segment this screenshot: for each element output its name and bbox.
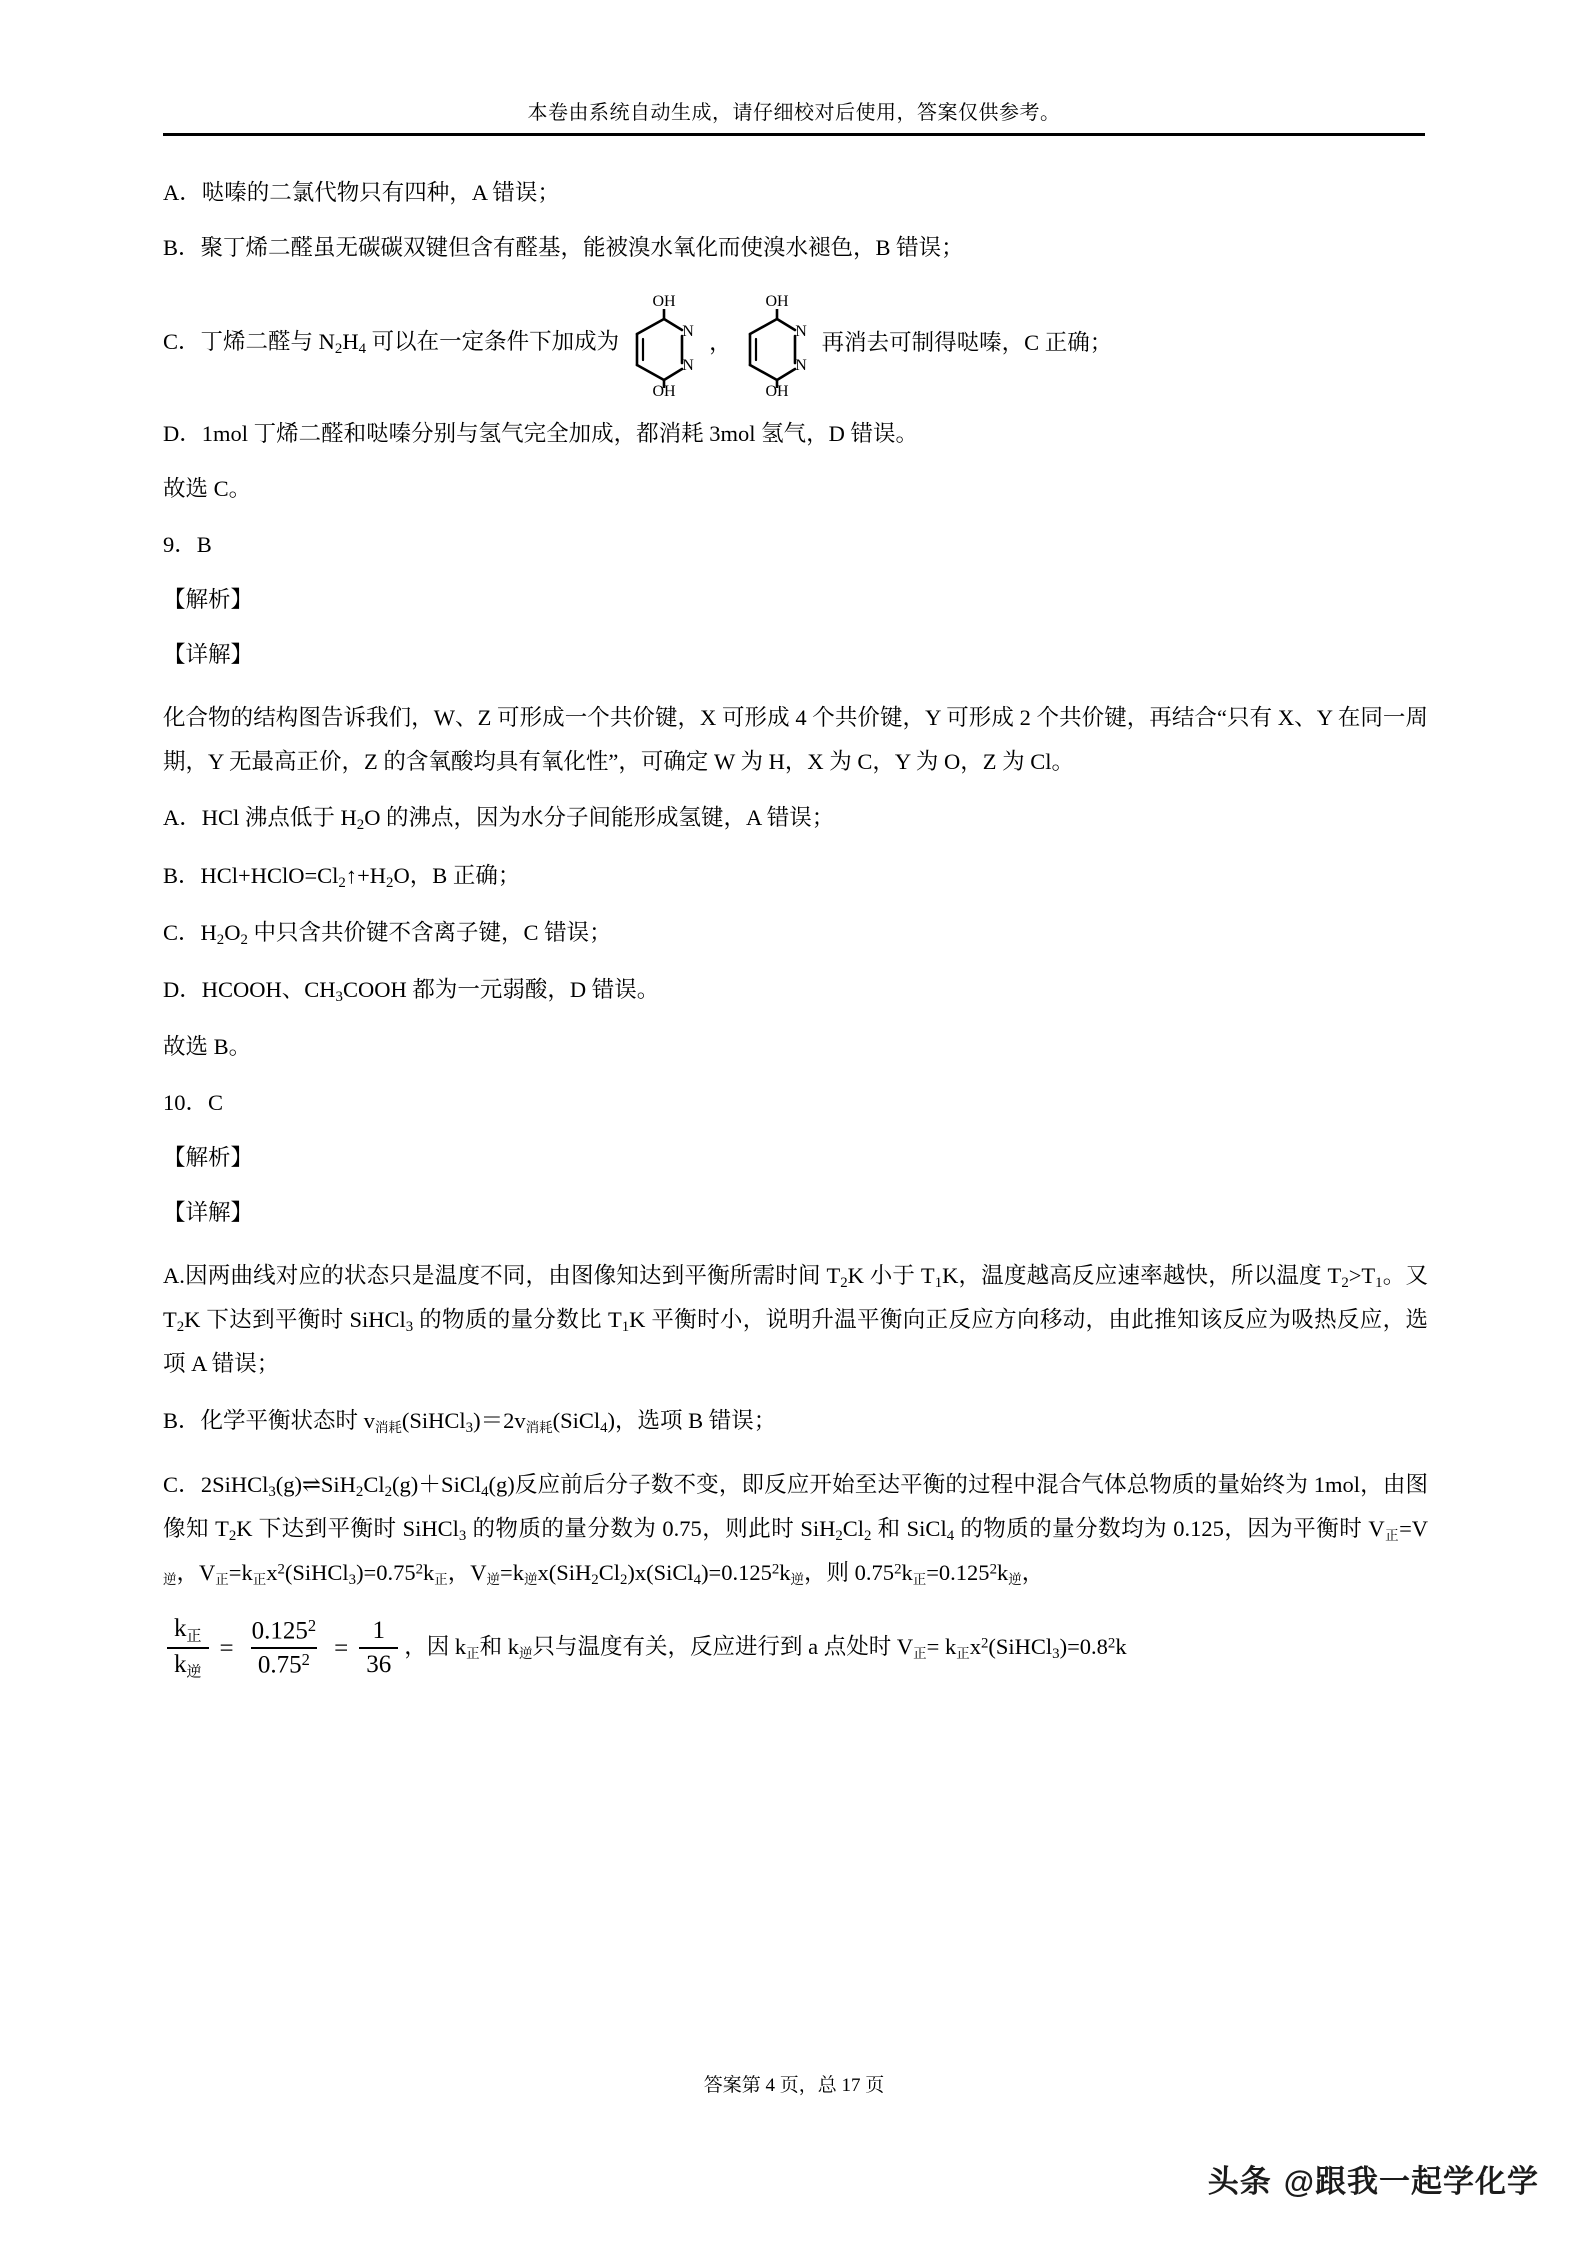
q9-option-c xyxy=(163,918,1428,950)
q8-c-sub1: 2 xyxy=(334,340,343,357)
q10-c-sub10: 正 xyxy=(1384,1528,1400,1544)
q9-c-sub1: 2 xyxy=(216,931,225,948)
q10-b-t3: )＝2v xyxy=(473,1407,526,1433)
tail-sub3: 正 xyxy=(913,1646,927,1662)
tail-s6: 3 xyxy=(1052,1646,1060,1663)
q10-c-sub19: 逆 xyxy=(524,1572,538,1588)
q10-a-s4: 1 xyxy=(1375,1274,1383,1291)
q10-c-t8: Cl xyxy=(842,1515,865,1541)
q10-c-s8: 2 xyxy=(864,1528,872,1545)
q10-option-b xyxy=(163,1406,1428,1438)
svg-text:N: N xyxy=(682,356,694,374)
k-forward-sub: 正 xyxy=(186,1628,202,1645)
q10-c-sub12: 正 xyxy=(215,1572,229,1588)
fraction-denominator-k-reverse xyxy=(167,1647,209,1681)
q9-b-t2: ↑+H xyxy=(345,862,387,888)
q10-c-t7: 的物质的量分数为 0.75，则此时 SiH xyxy=(466,1515,836,1541)
q10-a-t4: >T xyxy=(1348,1262,1376,1288)
tail-sub4: 正 xyxy=(956,1646,970,1662)
q8-option-b: B．聚丁烯二醛虽无碳碳双键但含有醛基，能被溴水氧化而使溴水褪色，B 错误； xyxy=(163,235,964,261)
q10-b-s4: 4 xyxy=(600,1419,608,1436)
page-number-info: 答案第 4 页，总 17 页 xyxy=(703,2075,885,2096)
q9-c-t2: O xyxy=(224,919,241,945)
document-body xyxy=(163,178,1428,1682)
fraction-numerator-value xyxy=(245,1617,324,1647)
q10-a-t1: A.因两曲线对应的状态只是温度不同，由图像知达到平衡所需时间 T xyxy=(163,1262,841,1288)
q10-c-sub28: 逆 xyxy=(1008,1572,1022,1588)
toutiao-logo: 头条 xyxy=(1207,2164,1272,2199)
q9-xiangjie-tag: 【详解】 xyxy=(163,642,254,668)
q10-c-s1: 3 xyxy=(268,1484,276,1501)
equals-sign-1: = xyxy=(219,1634,234,1662)
q10-c-t22: )x(SiCl xyxy=(627,1560,694,1586)
q10-c-s4: 4 xyxy=(481,1484,489,1501)
q10-b-t4: (SiCl xyxy=(552,1407,601,1433)
q9-b-t1: B．HCl+HClO=Cl xyxy=(163,862,339,888)
q9-c-sub2: 2 xyxy=(240,931,248,948)
tail-t3: 只与温度有关，反应进行到 a 点处时 V xyxy=(532,1634,914,1660)
q10-a-t2: K 小于 T xyxy=(847,1262,935,1288)
q10-c-t5: (g)反应前后分子数不变，即反应开始至达平衡的过程中混合气体总物质的量始终为 1mol，由图像知 T xyxy=(163,1471,1428,1541)
q10-c-t4: (g)＋SiCl xyxy=(392,1471,482,1497)
q10-c-t27: =0.125 xyxy=(926,1560,990,1586)
q8-c-text2: H xyxy=(342,328,359,354)
equals-sign-2: = xyxy=(334,1634,349,1662)
q10-c-s5: 2 xyxy=(228,1528,237,1545)
q10-c-sub11: 逆 xyxy=(163,1572,177,1588)
q9-c-t1: C．H xyxy=(163,919,217,945)
q10-a-t5: 。又 T xyxy=(163,1262,1428,1332)
q10-number-answer: 10．C xyxy=(163,1089,224,1115)
header-divider xyxy=(163,133,1425,136)
tail-t8: k xyxy=(1115,1634,1127,1660)
q9-analysis: 化合物的结构图告诉我们，W、Z 可形成一个共价键，X 可形成 4 个共价键，Y 可形成 2 个共价键，再结合“只有 X、Y 在同一周期，Y 无最高正价，Z 的含氧酸均具有氧化性”，可确定 W 为 H，X 为 C，Y 为 O，Z 为 Cl。 xyxy=(163,704,1428,774)
value-0125: 0.125 xyxy=(251,1617,308,1645)
q10-a-t7: 的物质的量分数比 T xyxy=(413,1306,622,1332)
q10-c-t17: k xyxy=(423,1560,435,1586)
value-075-exp: 2 xyxy=(301,1650,310,1670)
q10-c-t6: K 下达到平衡时 SiHCl xyxy=(236,1515,459,1541)
svg-text:N: N xyxy=(794,322,807,340)
svg-text:OH: OH xyxy=(765,292,789,310)
q10-a-s2: 1 xyxy=(934,1274,943,1291)
molecule-structure-1 xyxy=(620,289,708,397)
q10-c-t14: x xyxy=(266,1560,278,1586)
q10-option-a xyxy=(163,1254,1428,1386)
q10-a-t3: K，温度越高反应速率越快，所以温度 T xyxy=(942,1262,1342,1288)
q9-a-t1: A．HCl 沸点低于 H xyxy=(163,805,357,831)
svg-text:N: N xyxy=(794,356,807,374)
tail-t1: ，因 k xyxy=(404,1634,467,1660)
q10-b-t5: )，选项 B 错误； xyxy=(607,1407,777,1433)
q10-fraction-equation xyxy=(163,1615,1428,1682)
q10-c-t9: 和 SiCl xyxy=(871,1515,947,1541)
q8-c-text1: C．丁烯二醛与 N xyxy=(163,328,335,354)
tail-t4: = k xyxy=(926,1634,957,1660)
q10-c-t18: ，V xyxy=(447,1560,487,1586)
q10-c-s22: 4 xyxy=(693,1572,702,1589)
q10-c-t12: ，V xyxy=(176,1560,216,1586)
q9-a-t2: O 的沸点，因为水分子间能形成氢键，A 错误； xyxy=(364,805,835,831)
q10-c-sub26: 正 xyxy=(912,1572,927,1588)
q10-c-t3: Cl xyxy=(363,1471,385,1497)
header-notice: 本卷由系统自动生成，请仔细校对后使用，答案仅供参考。 xyxy=(527,102,1061,124)
q9-number-answer: 9．B xyxy=(163,531,212,557)
tail-t2: 和 k xyxy=(479,1634,520,1660)
q8-c-text3: 可以在一定条件下加成为 xyxy=(365,328,620,354)
result-denominator: 36 xyxy=(359,1647,398,1679)
q10-c-sup14: 2 xyxy=(277,1561,285,1578)
q9-conclusion: 故选 B。 xyxy=(163,1034,252,1060)
result-numerator: 1 xyxy=(372,1617,385,1645)
value-075: 0.75 xyxy=(257,1651,302,1679)
q10-a-s6: 3 xyxy=(405,1318,414,1335)
q10-c-s2: 2 xyxy=(355,1484,364,1501)
fraction-k-ratio xyxy=(167,1615,209,1682)
value-0125-exp: 2 xyxy=(307,1616,317,1636)
fraction-values xyxy=(245,1617,324,1680)
q10-c-t21: Cl xyxy=(598,1560,620,1586)
tail-sub1: 正 xyxy=(466,1646,480,1662)
q9-d-t2: COOH 都为一元弱酸，D 错误。 xyxy=(342,976,660,1002)
q10-c-sub17: 正 xyxy=(434,1572,448,1588)
q10-option-c xyxy=(163,1463,1428,1595)
q9-d-t1: D．HCOOH、CH xyxy=(163,976,336,1002)
tail-t6: (SiHCl xyxy=(988,1634,1053,1660)
q10-c-t16: )=0.75 xyxy=(356,1560,416,1586)
fraction-result xyxy=(359,1617,398,1679)
q10-c-t11: =V xyxy=(1399,1515,1429,1541)
q10-c-t20: x(SiH xyxy=(537,1560,592,1586)
q8-option-c-suffix: 再消去可制得哒嗪，C 正确； xyxy=(821,329,1113,355)
q8-conclusion: 故选 C。 xyxy=(163,476,252,502)
q10-jiexi-tag: 【解析】 xyxy=(163,1144,254,1170)
q9-d-sub: 3 xyxy=(335,989,343,1006)
q9-b-sub1: 2 xyxy=(338,874,346,891)
tail-t7: )=0.8 xyxy=(1059,1634,1108,1660)
tail-sup7: 2 xyxy=(1107,1635,1116,1652)
q9-a-sub: 2 xyxy=(356,817,365,834)
svg-text:OH: OH xyxy=(765,382,789,397)
tail-t5: x xyxy=(969,1634,981,1660)
q10-b-t2: (SiHCl xyxy=(401,1407,466,1433)
q8-option-c-prefix xyxy=(163,327,619,359)
q10-c-t2: (g)⇌SiH xyxy=(275,1471,356,1497)
q9-b-sub2: 2 xyxy=(386,874,394,891)
q9-option-a xyxy=(163,803,1428,835)
q10-c-t25: ，则 0.75 xyxy=(804,1560,895,1586)
svg-text:OH: OH xyxy=(652,382,676,397)
q10-a-s7: 1 xyxy=(621,1318,630,1335)
q8-c-sub2: 4 xyxy=(358,340,366,357)
q10-c-sub18: 逆 xyxy=(486,1572,501,1588)
q10-c-s15: 3 xyxy=(348,1572,357,1589)
q9-jiexi-tag: 【解析】 xyxy=(163,586,254,612)
q10-c-sub13: 正 xyxy=(252,1572,267,1588)
q9-c-t3: 中只含共价键不含离子键，C 错误； xyxy=(247,919,612,945)
q10-b-s2: 3 xyxy=(465,1419,474,1436)
k-reverse-sub: 逆 xyxy=(186,1664,202,1681)
q8-option-a: A．哒嗪的二氯代物只有四种，A 错误； xyxy=(163,180,560,205)
watermark xyxy=(1208,2156,1539,2201)
q9-option-b xyxy=(163,861,1428,893)
q10-c-t15: (SiHCl xyxy=(284,1560,349,1586)
q10-c-s6: 3 xyxy=(458,1528,467,1545)
fraction-denominator-value xyxy=(251,1647,317,1679)
q10-c-s21: 2 xyxy=(619,1572,628,1589)
q10-c-t28: k xyxy=(996,1560,1009,1586)
q10-c-t23: )=0.125 xyxy=(701,1560,772,1586)
q10-a-s5: 2 xyxy=(176,1318,185,1335)
q10-c-t19: =k xyxy=(500,1560,524,1586)
q10-c-sup16: 2 xyxy=(415,1561,424,1578)
molecule-structure-2 xyxy=(733,289,821,397)
fraction-numerator-k-forward xyxy=(167,1615,209,1647)
q10-a-t8: K 平衡时小，说明升温平衡向正反应方向移动，由此推知该反应为吸热反应，选项 A 错误； xyxy=(163,1306,1428,1376)
svg-text:N: N xyxy=(682,322,694,340)
q10-a-t6: K 下达到平衡时 SiHCl xyxy=(184,1306,406,1332)
q8-option-c-comma: ， xyxy=(709,329,732,355)
page-footer xyxy=(163,2070,1425,2097)
k-forward-symbol: k xyxy=(174,1615,187,1643)
q10-c-sup27: 2 xyxy=(989,1561,997,1578)
q10-b-sub2: 消耗 xyxy=(525,1419,553,1435)
q10-a-s1: 2 xyxy=(840,1274,848,1291)
q10-b-sub1: 消耗 xyxy=(374,1419,402,1435)
q10-c-sub24: 逆 xyxy=(790,1572,805,1588)
watermark-handle: @跟我一起学化学 xyxy=(1283,2164,1539,2199)
q10-c-s9: 4 xyxy=(946,1528,955,1545)
q10-xiangjie-tag: 【详解】 xyxy=(163,1200,254,1226)
q10-c-sup23: 2 xyxy=(771,1561,780,1578)
q10-c-t10: 的物质的量分数均为 0.125，因为平衡时 V xyxy=(954,1515,1385,1541)
q10-c-t13: =k xyxy=(228,1560,253,1586)
tail-sup5: 2 xyxy=(980,1635,989,1652)
q8-option-c xyxy=(163,289,1428,397)
q10-c-sup25: 2 xyxy=(894,1561,902,1578)
tail-sub2: 逆 xyxy=(519,1646,533,1662)
q10-c-s3: 2 xyxy=(384,1484,392,1501)
page-header xyxy=(163,100,1425,136)
q10-c-s20: 2 xyxy=(591,1572,599,1589)
q10-c-t26: k xyxy=(901,1560,913,1586)
k-reverse-symbol: k xyxy=(174,1651,187,1679)
q10-c-t24: k xyxy=(779,1560,791,1586)
q10-c-s7: 2 xyxy=(835,1528,843,1545)
q8-option-d: D．1mol 丁烯二醛和哒嗪分别与氢气完全加成，都消耗 3mol 氢气，D 错误。 xyxy=(163,420,919,446)
q9-option-d xyxy=(163,975,1428,1007)
q10-c-t29: ， xyxy=(1021,1560,1045,1586)
svg-text:OH: OH xyxy=(652,292,676,310)
q10-fraction-tail-text xyxy=(404,1632,1126,1664)
q9-b-t3: O，B 正确； xyxy=(393,862,521,888)
q10-b-t1: B．化学平衡状态时 v xyxy=(163,1407,375,1433)
q10-c-t1: C．2SiHCl xyxy=(163,1471,269,1497)
q10-a-s3: 2 xyxy=(1341,1274,1349,1291)
